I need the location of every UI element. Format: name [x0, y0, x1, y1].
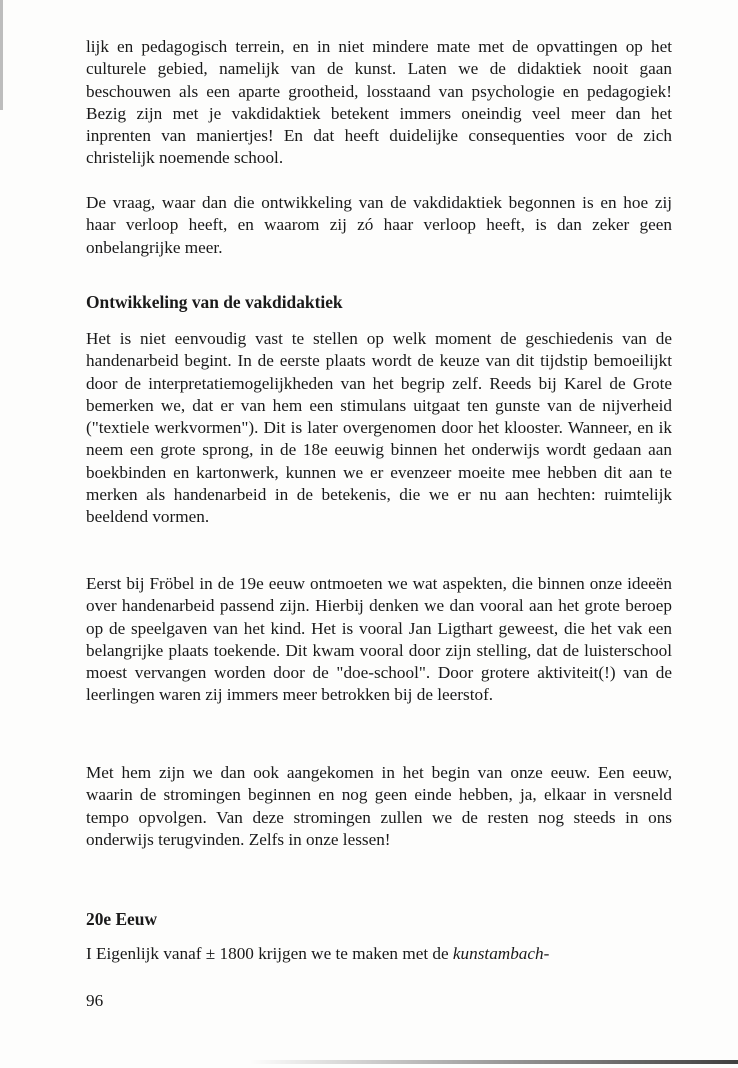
page-left-edge-shadow — [0, 0, 3, 110]
paragraph-4: Eerst bij Fröbel in de 19e eeuw ontmoeten we wat aspekten, die binnen onze ideeën over handenarbeid passend zijn. Hierbij denken we dan vooral aan het grote beroep op de speelgaven van het kind. Het is vooral Jan Ligthart geweest, die het vak een belangrijke plaats toekende. Dit kwam vooral door zijn stelling, dat de luisterschool moest vervangen worden door de "doe-school". Door grotere aktiviteit(!) van de leerlingen waren zij immers meer betrokken bij de leerstof. — [86, 574, 672, 705]
section-heading-vakdidaktiek: Ontwikkeling van de vakdidaktiek — [86, 292, 343, 312]
paragraph-1: lijk en pedagogisch terrein, en in niet mindere mate met de opvattingen op het culturele gebied, namelijk van de kunst. Laten we de didaktiek nooit gaan beschouwen als een aparte grootheid, losstaand van psychologie en pedagogiek! Bezig zijn met je vakdidaktiek betekent immers oneindig veel meer dan het inprenten van maniertjes! En dat heeft duidelijke consequenties voor de zich christelijk noemende school. — [86, 37, 672, 168]
paragraph-6-text: I Eigenlijk vanaf ± 1800 krijgen we te maken met de — [86, 944, 453, 963]
page-number: 96 — [86, 991, 104, 1010]
paragraph-5: Met hem zijn we dan ook aangekomen in het begin van onze eeuw. Een eeuw, waarin de stromingen beginnen en nog geen einde hebben, ja, elkaar in versneld tempo opvolgen. Van deze stromingen zullen we de resten nog steeds in ons onderwijs terugvinden. Zelfs in onze lessen! — [86, 763, 672, 849]
page-bottom-edge-shadow — [250, 1060, 738, 1064]
paragraph-2: De vraag, waar dan die ontwikkeling van de vakdidaktiek begonnen is en hoe zij haar verloop heeft, en waarom zij zó haar verloop heeft, is dan zeker geen onbelangrijke meer. — [86, 193, 672, 257]
paragraph-6-italic: kunstambach- — [452, 944, 550, 963]
paragraph-6 — [86, 943, 672, 965]
paragraph-3: Het is niet eenvoudig vast te stellen op welk moment de geschiedenis van de handenarbeid begint. In de eerste plaats wordt de keuze van dit tijdstip bemoeilijkt door de interpretatiemogelijkheden van het begrip zelf. Reeds bij Karel de Grote bemerken we, dat er van hem een stimulans uitgaat ten gunste van de nijverheid ("textiele werkvormen"). Dit is later overgenomen door het klooster. Wanneer, en ik neem een grote sprong, in de 18e eeuwig binnen het onderwijs wordt gedaan aan boekbinden en kartonwerk, kunnen we er evenzeer moeite mee hebben dit aan te merken als handenarbeid in de betekenis, die we er nu aan hechten: ruimtelijk beeldend vormen. — [86, 329, 672, 527]
section-heading-20e-eeuw: 20e Eeuw — [86, 909, 158, 929]
